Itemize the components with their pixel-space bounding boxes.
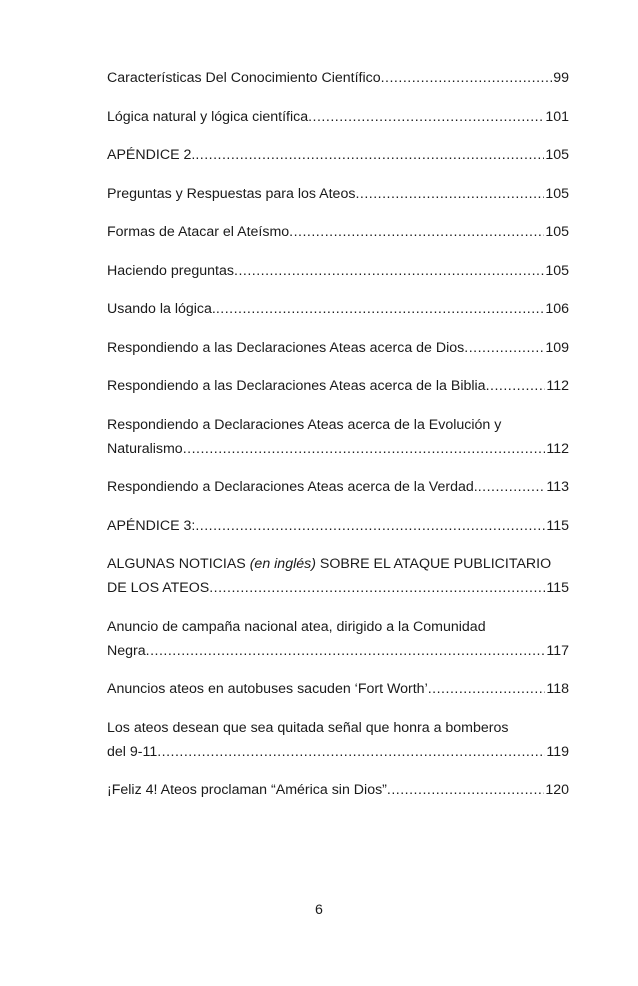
- toc-entry-title-line1: Respondiendo a Declaraciones Ateas acerca de la Evolución y: [107, 416, 502, 433]
- dot-leader: [387, 778, 544, 802]
- toc-entry: [107, 778, 569, 802]
- dot-leader: [209, 576, 545, 600]
- toc-entry: [107, 475, 569, 499]
- toc-entry: [107, 143, 569, 167]
- dot-leader: [157, 740, 545, 764]
- toc-entry-page: 106: [545, 301, 569, 317]
- toc-entry-page: 105: [545, 224, 569, 240]
- table-of-contents: [107, 66, 569, 817]
- dot-leader: [464, 336, 544, 360]
- toc-entry-title-line1: Anuncio de campaña nacional atea, dirigido a la Comunidad: [107, 618, 486, 635]
- dot-leader: [195, 514, 545, 538]
- toc-entry-title-line2: Negra: [107, 642, 146, 659]
- toc-entry-title: Haciendo preguntas: [107, 262, 234, 279]
- toc-entry: [107, 259, 569, 283]
- toc-entry-page: 105: [545, 185, 569, 202]
- toc-entry-title: Formas de Atacar el Ateísmo: [107, 224, 290, 240]
- toc-entry-page: 117: [546, 642, 569, 659]
- toc-entry: [107, 336, 569, 360]
- toc-entry-page: 105: [545, 147, 569, 163]
- dot-leader: [428, 677, 546, 701]
- toc-entry-title-part: ALGUNAS NOTICIAS: [107, 556, 250, 572]
- toc-entry-title-line1: Los ateos desean que sea quitada señal que honra a bomberos: [107, 719, 509, 736]
- toc-entry: [107, 615, 569, 663]
- toc-entry: [107, 677, 569, 701]
- dot-leader: [478, 475, 546, 499]
- toc-entry-page: 115: [546, 580, 569, 596]
- toc-entry-title: Anuncios ateos en autobuses sacuden ‘Fort Worth’: [107, 681, 428, 697]
- toc-entry-page: 105: [545, 262, 569, 279]
- toc-entry-page: 112: [546, 378, 569, 394]
- toc-entry: [107, 182, 569, 206]
- toc-entry-title: ¡Feliz 4! Ateos proclaman “América sin Dios”: [107, 782, 387, 798]
- toc-entry: [107, 105, 569, 129]
- toc-entry: [107, 716, 569, 764]
- toc-entry-title: APÉNDICE 2.: [107, 147, 196, 163]
- dot-leader: [195, 143, 544, 167]
- toc-entry-title: Respondiendo a Declaraciones Ateas acerca de la Verdad.: [107, 479, 478, 495]
- toc-entry: [107, 220, 569, 244]
- dot-leader: [355, 182, 544, 206]
- toc-entry-page: 113: [546, 479, 569, 495]
- dot-leader: [146, 639, 546, 663]
- toc-entry-title-line2: Naturalismo: [107, 440, 183, 457]
- toc-entry-title-line2: del 9-11: [107, 743, 158, 760]
- toc-entry-title-line1: [107, 552, 569, 576]
- dot-leader: [381, 66, 553, 90]
- toc-entry-title-emphasis: (en inglés): [249, 556, 316, 572]
- toc-entry-page: 118: [546, 681, 569, 697]
- page-number: 6: [315, 902, 323, 918]
- toc-entry: [107, 297, 569, 321]
- dot-leader: [289, 220, 544, 244]
- dot-leader: [183, 437, 546, 461]
- toc-entry-page: 99: [553, 70, 569, 86]
- toc-entry-title: Respondiendo a las Declaraciones Ateas acerca de la Biblia: [107, 378, 486, 394]
- toc-entry-page: 109: [545, 339, 569, 356]
- toc-entry-page: 120: [545, 782, 569, 798]
- toc-entry-title: Respondiendo a las Declaraciones Ateas acerca de Dios: [107, 339, 465, 356]
- toc-entry-page: 112: [546, 440, 569, 457]
- toc-entry-title-line2: DE LOS ATEOS: [107, 580, 210, 596]
- toc-entry: [107, 413, 569, 461]
- toc-entry-title: Usando la lógica.: [107, 301, 216, 317]
- toc-entry-title: Lógica natural y lógica científica: [107, 108, 309, 125]
- toc-entry-page: 101: [545, 108, 569, 125]
- toc-entry: [107, 514, 569, 538]
- toc-entry-title: Características Del Conocimiento Científico: [107, 70, 381, 86]
- toc-entry: [107, 66, 569, 90]
- toc-entry-title: APÉNDICE 3:: [107, 517, 196, 534]
- dot-leader: [308, 105, 544, 129]
- toc-entry: [107, 374, 569, 398]
- toc-entry-page: 115: [546, 517, 569, 534]
- toc-entry: [107, 552, 569, 600]
- dot-leader: [216, 297, 544, 321]
- dot-leader: [486, 374, 546, 398]
- toc-entry-page: 119: [546, 743, 569, 760]
- dot-leader: [234, 259, 544, 283]
- toc-entry-title: Preguntas y Respuestas para los Ateos: [107, 185, 356, 202]
- toc-entry-title-part: SOBRE EL ATAQUE PUBLICITARIO: [315, 556, 552, 572]
